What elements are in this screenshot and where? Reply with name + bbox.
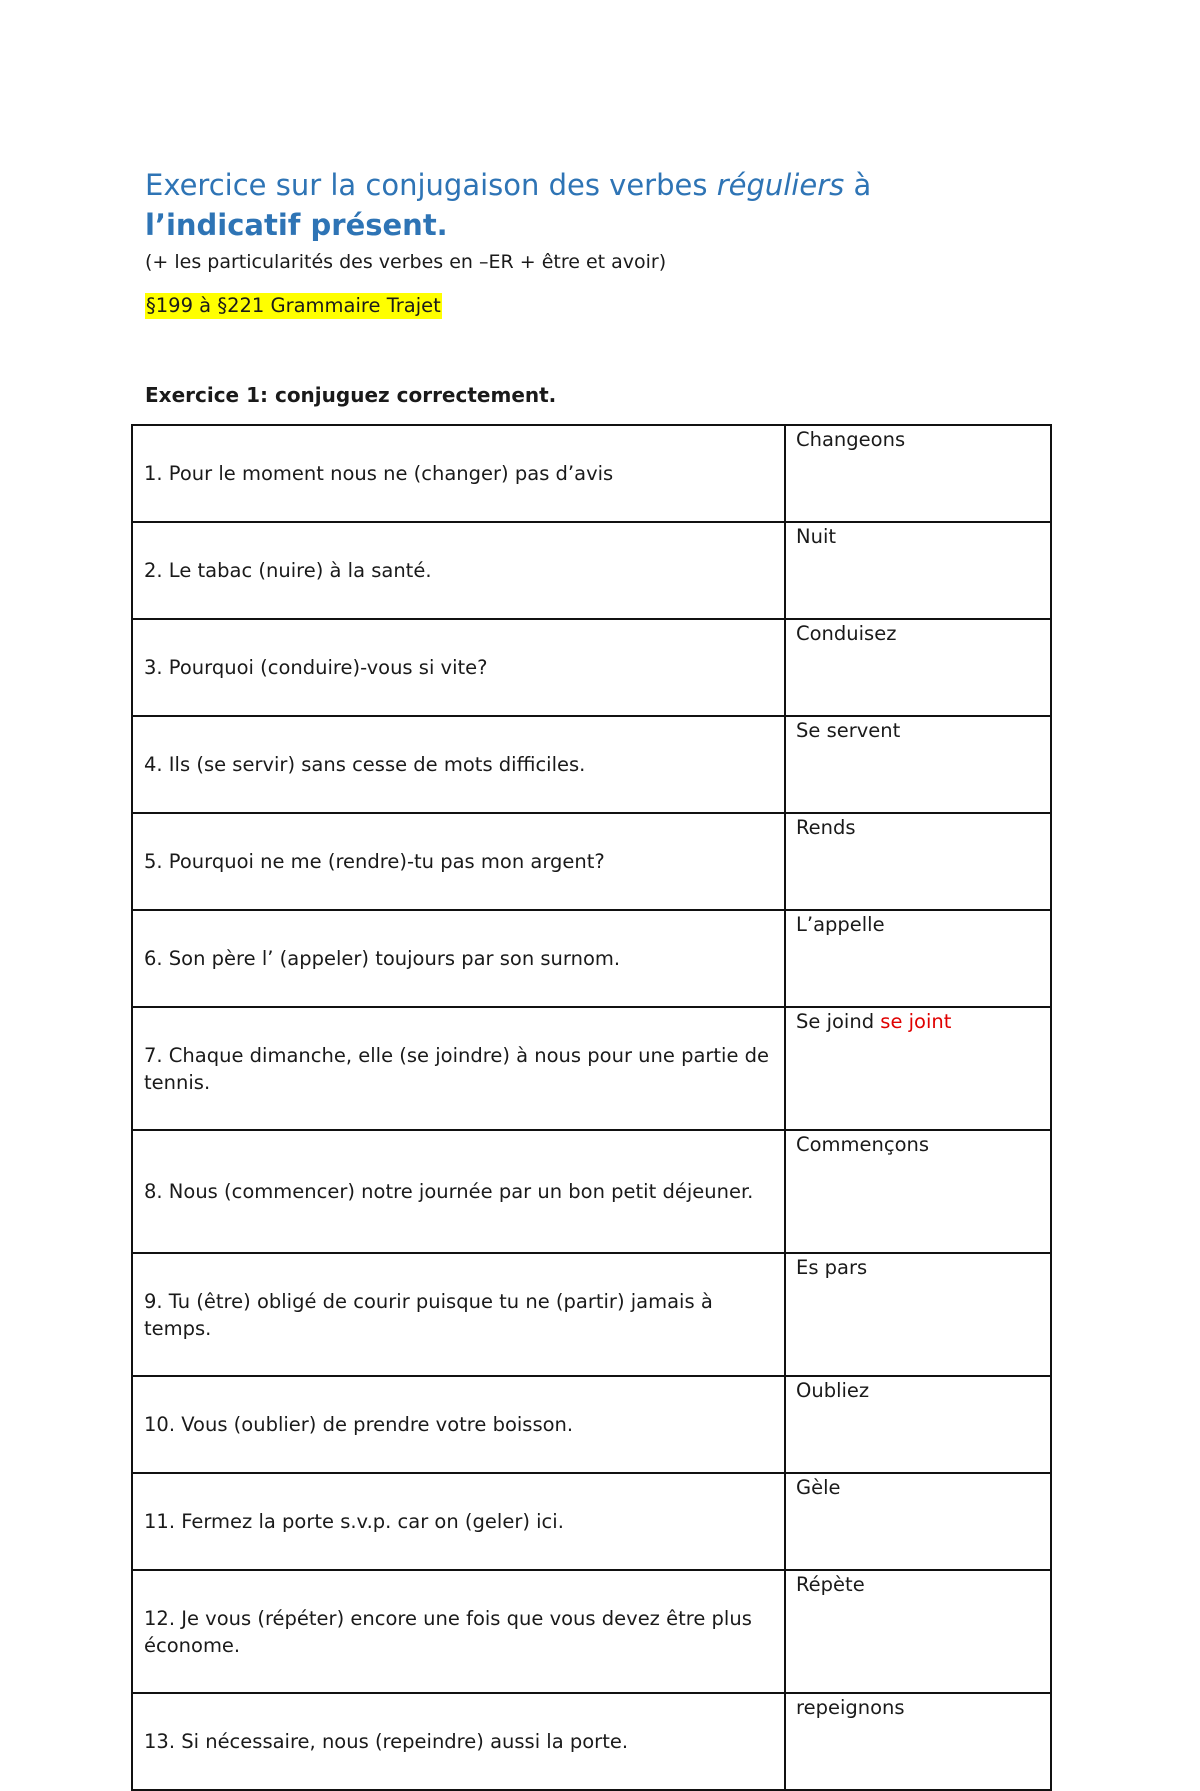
question-cell: 12. Je vous (répéter) encore une fois que vous devez être plus économe.	[132, 1570, 785, 1693]
question-cell: 10. Vous (oublier) de prendre votre boisson.	[132, 1376, 785, 1473]
question-cell: 2. Le tabac (nuire) à la santé.	[132, 522, 785, 619]
answer-cell	[785, 1130, 1051, 1253]
answer-cell	[785, 1473, 1051, 1570]
table-row	[132, 522, 1051, 619]
document-title	[145, 165, 1045, 245]
answer-text: Changeons	[796, 428, 906, 451]
title-text-line2: l’indicatif présent.	[145, 208, 448, 242]
grammar-reference: §199 à §221 Grammaire Trajet	[146, 294, 441, 317]
exercise-table	[131, 424, 1052, 1791]
question-cell: 13. Si nécessaire, nous (repeindre) aussi la porte.	[132, 1693, 785, 1790]
answer-text: repeignons	[796, 1696, 905, 1719]
answer-text: Répète	[796, 1573, 865, 1596]
title-text-part1: Exercice sur la conjugaison des verbes	[145, 168, 717, 202]
answer-cell	[785, 522, 1051, 619]
table-row	[132, 425, 1051, 522]
answer-text: Oubliez	[796, 1379, 870, 1402]
answer-cell	[785, 716, 1051, 813]
answer-cell	[785, 813, 1051, 910]
question-cell: 5. Pourquoi ne me (rendre)-tu pas mon argent?	[132, 813, 785, 910]
answer-cell	[785, 425, 1051, 522]
answer-text: Nuit	[796, 525, 837, 548]
answer-text: Gèle	[796, 1476, 841, 1499]
question-cell: 9. Tu (être) obligé de courir puisque tu ne (partir) jamais à temps.	[132, 1253, 785, 1376]
title-text-part2: à	[844, 168, 872, 202]
answer-cell	[785, 1570, 1051, 1693]
correction-text: se joint	[880, 1010, 952, 1033]
answer-cell	[785, 1253, 1051, 1376]
answer-text: Commençons	[796, 1133, 930, 1156]
question-cell: 4. Ils (se servir) sans cesse de mots difficiles.	[132, 716, 785, 813]
answer-cell	[785, 1007, 1051, 1130]
table-row	[132, 619, 1051, 716]
document-subtitle: (+ les particularités des verbes en –ER + être et avoir)	[145, 251, 667, 273]
answer-text: Rends	[796, 816, 856, 839]
question-cell: 11. Fermez la porte s.v.p. car on (geler) ici.	[132, 1473, 785, 1570]
answer-cell	[785, 1376, 1051, 1473]
table-row	[132, 1007, 1051, 1130]
answer-text: Conduisez	[796, 622, 897, 645]
table-row	[132, 1376, 1051, 1473]
answer-cell	[785, 910, 1051, 1007]
table-row	[132, 1570, 1051, 1693]
question-cell: 7. Chaque dimanche, elle (se joindre) à nous pour une partie de tennis.	[132, 1007, 785, 1130]
question-cell: 1. Pour le moment nous ne (changer) pas d’avis	[132, 425, 785, 522]
table-row	[132, 1693, 1051, 1790]
table-row	[132, 910, 1051, 1007]
question-cell: 8. Nous (commencer) notre journée par un bon petit déjeuner.	[132, 1130, 785, 1253]
answer-text: Es pars	[796, 1256, 868, 1279]
answer-text: Se joind	[796, 1010, 875, 1033]
question-cell: 3. Pourquoi (conduire)-vous si vite?	[132, 619, 785, 716]
table-row	[132, 716, 1051, 813]
answer-cell	[785, 1693, 1051, 1790]
table-row	[132, 1473, 1051, 1570]
question-cell: 6. Son père l’ (appeler) toujours par son surnom.	[132, 910, 785, 1007]
exercise-heading: Exercice 1: conjuguez correctement.	[145, 383, 557, 407]
table-row	[132, 1253, 1051, 1376]
answer-text: Se servent	[796, 719, 901, 742]
answer-cell	[785, 619, 1051, 716]
answer-text: L’appelle	[796, 913, 885, 936]
table-row	[132, 813, 1051, 910]
title-text-italic: réguliers	[716, 168, 845, 202]
table-row	[132, 1130, 1051, 1253]
